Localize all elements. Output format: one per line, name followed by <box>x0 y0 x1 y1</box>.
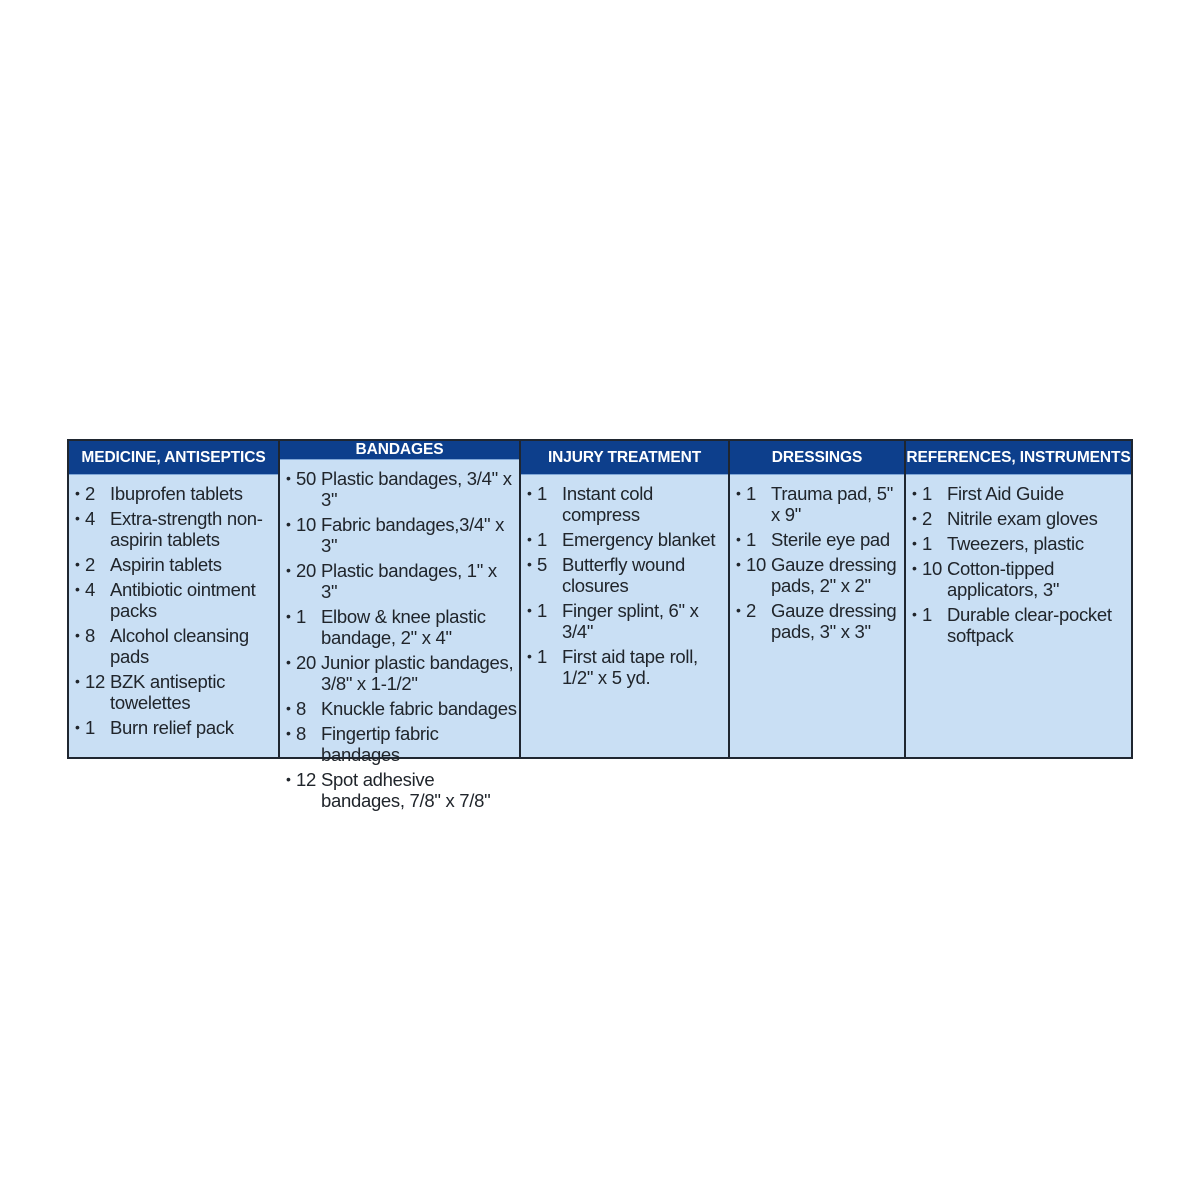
item-description: Extra-strength non-aspirin tablets <box>110 508 263 550</box>
column-header: DRESSINGS <box>730 441 904 475</box>
item-quantity: 2 <box>85 554 95 575</box>
item-list <box>75 483 278 738</box>
bullet: • <box>286 654 291 670</box>
item-description: Alcohol cleansing pads <box>110 625 249 667</box>
bullet: • <box>912 535 917 551</box>
column-header: BANDAGES <box>280 441 519 460</box>
item-list <box>527 483 728 688</box>
column-injury-treatment <box>521 441 730 757</box>
item-quantity: 2 <box>85 483 95 504</box>
list-item <box>286 606 519 648</box>
item-quantity: 4 <box>85 579 95 600</box>
item-description: Tweezers, plastic <box>947 533 1084 554</box>
bullet: • <box>912 510 917 526</box>
bullet: • <box>527 531 532 547</box>
item-quantity: 20 <box>296 560 316 581</box>
bullet: • <box>286 470 291 486</box>
item-quantity: 50 <box>296 468 316 489</box>
bullet: • <box>75 556 80 572</box>
item-quantity: 4 <box>85 508 95 529</box>
item-quantity: 1 <box>537 600 547 621</box>
item-description: Antibiotic ointment packs <box>110 579 256 621</box>
item-description: Gauze dressing pads, 2" x 2" <box>771 554 897 596</box>
column-body <box>730 475 904 757</box>
column-medicine-antiseptics <box>69 441 280 757</box>
column-body <box>906 475 1131 757</box>
item-description: BZK antiseptic towelettes <box>110 671 226 713</box>
item-quantity: 1 <box>746 483 756 504</box>
item-description: Nitrile exam gloves <box>947 508 1098 529</box>
bullet: • <box>527 648 532 664</box>
column-body <box>280 460 519 815</box>
bullet: • <box>736 531 741 547</box>
bullet: • <box>75 485 80 501</box>
item-description: Fabric bandages,3/4" x 3" <box>321 514 505 556</box>
bullet: • <box>286 771 291 787</box>
list-item <box>75 483 278 504</box>
list-item <box>527 529 728 550</box>
bullet: • <box>75 719 80 735</box>
list-item <box>75 717 278 738</box>
bullet: • <box>286 725 291 741</box>
bullet: • <box>912 485 917 501</box>
item-list <box>736 483 904 642</box>
item-description: Sterile eye pad <box>771 529 890 550</box>
item-quantity: 20 <box>296 652 316 673</box>
bullet: • <box>527 485 532 501</box>
item-list <box>912 483 1131 646</box>
bullet: • <box>75 673 80 689</box>
item-quantity: 10 <box>746 554 766 575</box>
bullet: • <box>75 510 80 526</box>
list-item <box>75 671 278 713</box>
item-description: Emergency blanket <box>562 529 716 550</box>
item-quantity: 1 <box>922 604 932 625</box>
item-description: Durable clear-pocket softpack <box>947 604 1112 646</box>
list-item <box>75 554 278 575</box>
list-item <box>286 468 519 510</box>
list-item <box>736 529 904 550</box>
item-description: Burn relief pack <box>110 717 234 738</box>
list-item <box>527 554 728 596</box>
bullet: • <box>286 562 291 578</box>
list-item <box>736 483 904 525</box>
column-bandages <box>280 441 521 811</box>
item-description: Butterfly wound closures <box>562 554 686 596</box>
item-quantity: 12 <box>85 671 105 692</box>
item-description: Instant cold compress <box>562 483 654 525</box>
item-description: Gauze dressing pads, 3" x 3" <box>771 600 897 642</box>
list-item <box>75 625 278 667</box>
list-item <box>286 514 519 556</box>
column-header: MEDICINE, ANTISEPTICS <box>69 441 278 475</box>
list-item <box>736 600 904 642</box>
item-description: Ibuprofen tablets <box>110 483 243 504</box>
bullet: • <box>286 516 291 532</box>
bullet: • <box>912 560 917 576</box>
list-item <box>912 483 1131 504</box>
list-item <box>75 579 278 621</box>
column-body <box>521 475 728 757</box>
item-quantity: 1 <box>85 717 95 738</box>
bullet: • <box>527 602 532 618</box>
bullet: • <box>912 606 917 622</box>
item-quantity: 12 <box>296 769 316 790</box>
item-description: Plastic bandages, 1" x 3" <box>321 560 497 602</box>
item-description: Finger splint, 6" x 3/4" <box>562 600 699 642</box>
list-item <box>286 560 519 602</box>
list-item <box>286 723 519 765</box>
list-item <box>912 558 1131 600</box>
item-quantity: 1 <box>537 529 547 550</box>
item-quantity: 1 <box>746 529 756 550</box>
item-description: First aid tape roll, 1/2" x 5 yd. <box>562 646 698 688</box>
bullet: • <box>286 700 291 716</box>
list-item <box>912 508 1131 529</box>
item-list <box>286 468 519 811</box>
list-item <box>527 600 728 642</box>
list-item <box>286 698 519 719</box>
list-item <box>75 508 278 550</box>
item-quantity: 2 <box>922 508 932 529</box>
column-header: INJURY TREATMENT <box>521 441 728 475</box>
list-item <box>736 554 904 596</box>
item-quantity: 8 <box>85 625 95 646</box>
bullet: • <box>736 485 741 501</box>
item-description: Aspirin tablets <box>110 554 222 575</box>
item-quantity: 1 <box>537 646 547 667</box>
item-description: Plastic bandages, 3/4" x 3" <box>321 468 512 510</box>
bullet: • <box>75 627 80 643</box>
bullet: • <box>286 608 291 624</box>
item-description: Elbow & knee plastic bandage, 2" x 4" <box>321 606 486 648</box>
item-description: Junior plastic bandages, 3/8" x 1-1/2" <box>321 652 514 694</box>
list-item <box>286 769 519 811</box>
item-quantity: 2 <box>746 600 756 621</box>
item-description: Knuckle fabric bandages <box>321 698 517 719</box>
column-header: REFERENCES, INSTRUMENTS <box>906 441 1131 475</box>
bullet: • <box>736 556 741 572</box>
item-quantity: 1 <box>296 606 306 627</box>
item-quantity: 10 <box>922 558 942 579</box>
item-description: Cotton-tipped applicators, 3" <box>947 558 1060 600</box>
item-quantity: 1 <box>922 533 932 554</box>
column-body <box>69 475 278 757</box>
item-description: Spot adhesive bandages, 7/8" x 7/8" <box>321 769 491 811</box>
list-item <box>286 652 519 694</box>
bullet: • <box>527 556 532 572</box>
item-quantity: 8 <box>296 723 306 744</box>
list-item <box>527 483 728 525</box>
item-quantity: 1 <box>537 483 547 504</box>
list-item <box>912 604 1131 646</box>
item-description: Fingertip fabric bandages <box>321 723 439 765</box>
item-quantity: 8 <box>296 698 306 719</box>
column-references-instruments <box>906 441 1131 757</box>
item-quantity: 1 <box>922 483 932 504</box>
bullet: • <box>736 602 741 618</box>
column-dressings <box>730 441 906 757</box>
bullet: • <box>75 581 80 597</box>
item-description: Trauma pad, 5" x 9" <box>771 483 893 525</box>
list-item <box>527 646 728 688</box>
item-description: First Aid Guide <box>947 483 1064 504</box>
item-quantity: 10 <box>296 514 316 535</box>
item-quantity: 5 <box>537 554 547 575</box>
kit-contents-table <box>67 439 1133 811</box>
list-item <box>912 533 1131 554</box>
